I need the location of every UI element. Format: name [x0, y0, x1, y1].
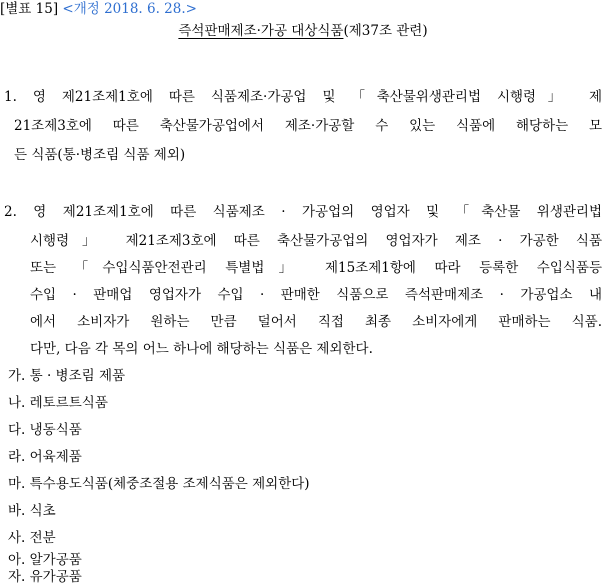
item-2-line-3: 또는 「수입식품안전관리 특별법」 제15조제1항에 따라 등록한 수입식품등	[30, 260, 602, 276]
item-1-line-3: 든 식품(통·병조림 식품 제외)	[14, 147, 186, 163]
item-1-line-2: 21조제3호에 따른 축산물가공업에서 제조·가공할 수 있는 식품에 해당하는 모	[14, 118, 602, 134]
subitem-ja: 자. 유가공품	[8, 569, 82, 585]
title-main: 즉석판매제조·가공 대상식품	[178, 23, 344, 39]
item-2-line-2: 시행령」 제21조제3호에 따른 축산물가공업의 영업자가 제조 · 가공한 식품	[30, 233, 602, 249]
item-1-line-1: 1. 영 제21조제1호에 따른 식품제조·가공업 및 「축산물위생관리법 시행령」 제	[4, 89, 602, 105]
document-title	[0, 22, 606, 40]
annex-header	[0, 0, 197, 18]
subitem-da: 다. 냉동식품	[8, 422, 82, 438]
subitem-sa: 사. 전분	[8, 530, 56, 546]
item-2-line-4: 수입 · 판매업 영업자가 수입 · 판매한 식품으로 즉석판매제조 · 가공업소 내	[30, 287, 602, 303]
amendment-date: <개정 2018. 6. 28.>	[62, 1, 197, 17]
annex-label: [별표 15]	[0, 1, 59, 17]
item-2-line-5: 에서 소비자가 원하는 만큼 덜어서 직접 최종 소비자에게 판매하는 식품.	[30, 314, 602, 330]
subitem-na: 나. 레토르트식품	[8, 395, 108, 411]
subitem-ma: 마. 특수용도식품(체중조절용 조제식품은 제외한다)	[8, 476, 310, 492]
title-suffix: (제37조 관련)	[343, 23, 428, 39]
item-2-line-6: 다만, 다음 각 목의 어느 하나에 해당하는 식품은 제외한다.	[30, 341, 373, 357]
subitem-a: 아. 알가공품	[8, 552, 82, 568]
subitem-ba: 바. 식초	[8, 503, 56, 519]
item-2-line-1: 2. 영 제21조제1호에 따른 식품제조 · 가공업의 영업자 및 「축산물 위생관리법	[4, 204, 602, 220]
subitem-ra: 라. 어육제품	[8, 449, 82, 465]
subitem-ga: 가. 통 · 병조림 제품	[8, 368, 126, 384]
